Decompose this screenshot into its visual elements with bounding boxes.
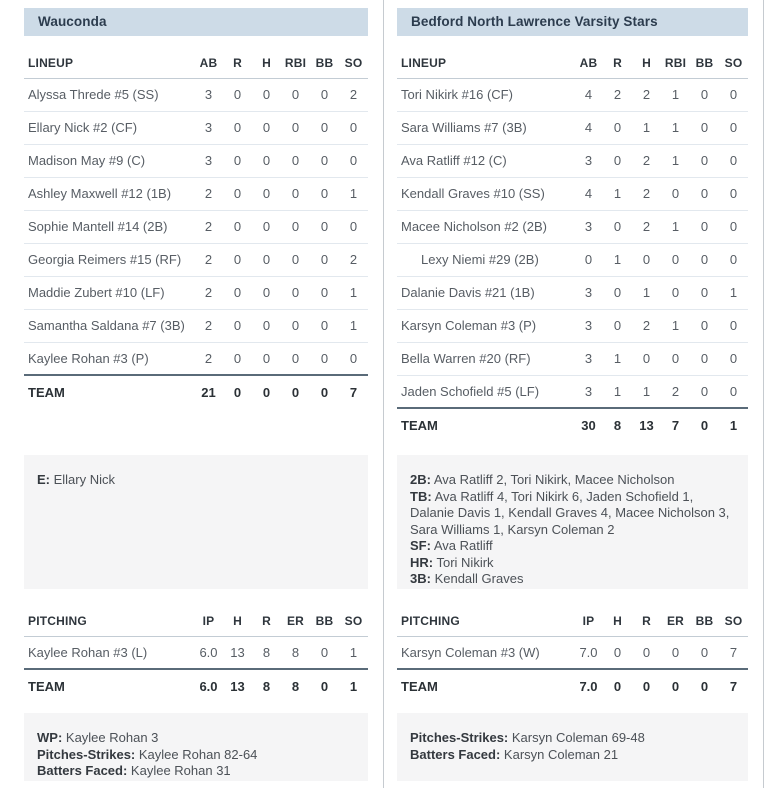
stat-value: 0 — [603, 276, 632, 309]
stat-value: 2 — [194, 243, 223, 276]
player-name: Lexy Niemi #29 (2B) — [397, 243, 574, 276]
stat-value: 13 — [230, 644, 245, 660]
team-total-value: 21 — [194, 375, 223, 408]
stat-column-header: H — [223, 606, 252, 636]
stat-column-header: H — [252, 48, 281, 78]
stat-value: 0 — [339, 210, 368, 243]
stat-column-header: BB — [310, 606, 339, 636]
stat-column-header: R — [223, 48, 252, 78]
player-row — [24, 177, 368, 210]
stat-value: 1 — [613, 383, 622, 399]
player-row — [24, 243, 368, 276]
team-total-row — [24, 669, 368, 702]
pitching-table-header — [24, 606, 368, 636]
team-total-row — [24, 375, 368, 408]
pitching-table-total — [397, 669, 748, 702]
stat-value: 2 — [194, 309, 223, 342]
stat-value: 2 — [339, 243, 368, 276]
pitching-table — [397, 606, 748, 702]
lineup-table-header — [24, 48, 368, 78]
player-row — [397, 78, 748, 111]
stat-value: 1 — [349, 644, 358, 660]
stat-value: 0 — [223, 177, 252, 210]
stat-value: 4 — [574, 177, 603, 210]
lineup-table-header — [397, 48, 748, 78]
stat-value: 0 — [603, 144, 632, 177]
stat-value: 0 — [719, 78, 748, 111]
stat-value: 7 — [729, 644, 738, 660]
stat-value: 0 — [223, 276, 252, 309]
stat-value: 0 — [719, 210, 748, 243]
team-total-row — [397, 408, 748, 441]
player-name: Bella Warren #20 (RF) — [397, 342, 574, 375]
player-row — [397, 111, 748, 144]
stat-column-header: ER — [281, 606, 310, 636]
player-row — [24, 636, 368, 669]
pitching-table — [24, 606, 368, 702]
stat-value: 0 — [223, 309, 252, 342]
header-row — [397, 606, 748, 636]
stat-value: 0 — [603, 111, 632, 144]
player-name: Georgia Reimers #15 (RF) — [24, 243, 194, 276]
name-column-header: LINEUP — [397, 48, 574, 78]
stat-column-header: BB — [690, 48, 719, 78]
stat-value: 3 — [194, 111, 223, 144]
stat-value: 1 — [642, 383, 651, 399]
team-total-value: 7 — [719, 669, 748, 702]
stat-value: 2 — [603, 78, 632, 111]
stat-value: 0 — [281, 111, 310, 144]
stat-value: 0 — [310, 78, 339, 111]
stat-value: 2 — [194, 177, 223, 210]
player-name: Karsyn Coleman #3 (P) — [397, 309, 574, 342]
stat-value: 0 — [223, 78, 252, 111]
note-line: Pitches-Strikes: Kaylee Rohan 82-64 — [37, 746, 258, 762]
stat-value: 6.0 — [199, 644, 218, 660]
note-label: Batters Faced: — [37, 763, 128, 778]
note-label: 3B: — [410, 571, 431, 586]
stat-column-header: IP — [574, 606, 603, 636]
stat-column-header: BB — [310, 48, 339, 78]
stat-value: 1 — [339, 276, 368, 309]
stat-value: 0 — [632, 342, 661, 375]
stat-column-header: AB — [194, 48, 223, 78]
stat-value: 3 — [584, 383, 593, 399]
stat-value: 1 — [603, 243, 632, 276]
stat-value: 2 — [194, 210, 223, 243]
team-total-value: 8 — [281, 669, 310, 702]
player-name: Sara Williams #7 (3B) — [397, 111, 574, 144]
player-row — [397, 309, 748, 342]
team-total-value: 7 — [661, 408, 690, 441]
team-total-label: TEAM — [24, 669, 194, 702]
team-total-value: 0 — [632, 669, 661, 702]
stat-value: 3 — [574, 342, 603, 375]
stat-value: 1 — [661, 111, 690, 144]
stat-value: 0 — [281, 177, 310, 210]
pitching-notes-box — [24, 713, 368, 781]
name-column-header: LINEUP — [24, 48, 194, 78]
lineup-table-body — [397, 78, 748, 408]
stat-value: 0 — [310, 309, 339, 342]
team-total-value: 0 — [690, 669, 719, 702]
team-total-value: 0 — [661, 669, 690, 702]
team-total-value: 1 — [719, 408, 748, 441]
team-total-value: 0 — [281, 375, 310, 408]
player-row — [24, 342, 368, 375]
team-total-value: 0 — [690, 408, 719, 441]
stat-value: 0 — [661, 243, 690, 276]
stat-value: 1 — [661, 144, 690, 177]
player-row — [397, 276, 748, 309]
team-total-row — [397, 669, 748, 702]
page-right-divider — [763, 0, 764, 788]
stat-value: 0 — [690, 144, 719, 177]
stat-value: 2 — [632, 309, 661, 342]
stat-value: 1 — [603, 342, 632, 375]
stat-value: 0 — [632, 243, 661, 276]
lineup-table-body — [24, 78, 368, 375]
lineup-table — [24, 48, 368, 408]
stat-column-header: H — [603, 606, 632, 636]
name-column-header: PITCHING — [24, 606, 194, 636]
stat-value: 0 — [729, 383, 738, 399]
note-line: SF: Ava Ratliff — [410, 538, 493, 553]
stat-value: 1 — [339, 177, 368, 210]
team-total-label: TEAM — [397, 408, 574, 441]
stat-value: 0 — [281, 243, 310, 276]
player-row — [24, 210, 368, 243]
stat-value: 0 — [719, 243, 748, 276]
team-total-value: 8 — [252, 669, 281, 702]
team-total-value: 0 — [252, 375, 281, 408]
stat-column-header: R — [252, 606, 281, 636]
stat-value: 0 — [339, 111, 368, 144]
stat-value: 0 — [310, 276, 339, 309]
stat-value: 0 — [252, 78, 281, 111]
player-name: Macee Nicholson #2 (2B) — [397, 210, 574, 243]
stat-value: 3 — [574, 210, 603, 243]
stat-value: 2 — [671, 383, 680, 399]
stat-value: 0 — [281, 210, 310, 243]
player-row — [24, 78, 368, 111]
stat-column-header: SO — [719, 48, 748, 78]
player-name: Ava Ratliff #12 (C) — [397, 144, 574, 177]
stat-column-header: AB — [574, 48, 603, 78]
player-row — [397, 636, 748, 669]
stat-value: 0 — [252, 309, 281, 342]
stat-value: 1 — [603, 177, 632, 210]
player-row — [24, 144, 368, 177]
stat-value: 1 — [661, 78, 690, 111]
stat-value: 0 — [719, 144, 748, 177]
stat-value: 2 — [632, 144, 661, 177]
team-total-value: 0 — [603, 669, 632, 702]
stat-value: 0 — [690, 111, 719, 144]
note-line: E: Ellary Nick — [37, 472, 116, 487]
stat-column-header: SO — [719, 606, 748, 636]
stat-value: 0 — [252, 111, 281, 144]
stat-value: 0 — [310, 111, 339, 144]
player-name: Maddie Zubert #10 (LF) — [24, 276, 194, 309]
team-name: Wauconda — [38, 14, 107, 29]
stat-value: 0 — [671, 644, 680, 660]
pitching-table-total — [24, 669, 368, 702]
player-row — [397, 144, 748, 177]
stat-column-header: IP — [194, 606, 223, 636]
note-line: WP: Kaylee Rohan 3 — [37, 730, 159, 745]
stat-value: 0 — [690, 309, 719, 342]
stat-value: 0 — [690, 342, 719, 375]
stat-value: 3 — [574, 309, 603, 342]
team-total-value: 30 — [574, 408, 603, 441]
player-name: Kaylee Rohan #3 (P) — [28, 350, 149, 366]
team-total-value: 13 — [223, 669, 252, 702]
team-total-value: 7.0 — [574, 669, 603, 702]
stat-value: 0 — [719, 342, 748, 375]
player-name: Kaylee Rohan #3 (L) — [28, 644, 148, 660]
team-name: Bedford North Lawrence Varsity Stars — [411, 14, 658, 29]
stat-value: 1 — [339, 309, 368, 342]
player-row — [397, 177, 748, 210]
player-name: Ellary Nick #2 (CF) — [24, 111, 194, 144]
stat-value: 2 — [632, 78, 661, 111]
note-line: Pitches-Strikes: Karsyn Coleman 69-48 — [410, 730, 645, 745]
stat-value: 0 — [233, 350, 242, 366]
stat-value: 0 — [252, 276, 281, 309]
stat-value: 0 — [310, 210, 339, 243]
player-name: Karsyn Coleman #3 (W) — [401, 644, 540, 660]
stat-value: 0 — [320, 644, 329, 660]
stat-value: 1 — [632, 111, 661, 144]
stat-value: 2 — [632, 210, 661, 243]
team-header-bar — [397, 8, 748, 36]
stat-column-header: RBI — [281, 48, 310, 78]
stat-value: 0 — [690, 210, 719, 243]
note-line: Batters Faced: Karsyn Coleman 21 — [410, 746, 619, 762]
stat-value: 1 — [719, 276, 748, 309]
stat-value: 0 — [690, 78, 719, 111]
stat-value: 1 — [661, 210, 690, 243]
batting-notes-box — [397, 455, 748, 589]
player-row — [397, 342, 748, 375]
stat-value: 0 — [223, 210, 252, 243]
player-name: Alyssa Threde #5 (SS) — [24, 78, 194, 111]
stat-value: 3 — [574, 144, 603, 177]
stat-value: 8 — [262, 644, 271, 660]
stat-column-header: BB — [690, 606, 719, 636]
player-name: Jaden Schofield #5 (LF) — [401, 383, 540, 399]
note-line: 2B: Ava Ratliff 2, Tori Nikirk, Macee Nicholson — [410, 472, 675, 487]
stat-value: 4 — [574, 78, 603, 111]
player-row — [24, 276, 368, 309]
team-total-value: 7 — [339, 375, 368, 408]
lineup-table-total — [24, 375, 368, 408]
stat-column-header: SO — [339, 48, 368, 78]
note-label: TB: — [410, 488, 432, 504]
stat-value: 3 — [574, 276, 603, 309]
stat-value: 0 — [603, 210, 632, 243]
note-label: Pitches-Strikes: — [410, 730, 509, 745]
player-row — [397, 243, 748, 276]
team-column-home — [384, 0, 763, 788]
stat-value: 0 — [661, 342, 690, 375]
team-total-value: 13 — [632, 408, 661, 441]
player-row — [24, 309, 368, 342]
lineup-table-total — [397, 408, 748, 441]
stat-value: 0 — [281, 144, 310, 177]
stat-value: 0 — [719, 309, 748, 342]
stat-value: 0 — [700, 383, 709, 399]
note-label: SF: — [410, 538, 431, 553]
stat-value: 0 — [223, 111, 252, 144]
stat-value: 0 — [252, 243, 281, 276]
team-total-value: 1 — [339, 669, 368, 702]
batting-notes-box — [24, 455, 368, 589]
player-row — [397, 375, 748, 408]
stat-value: 0 — [690, 276, 719, 309]
stat-value: 0 — [281, 78, 310, 111]
pitching-table-body — [24, 636, 368, 669]
player-name: Samantha Saldana #7 (3B) — [24, 309, 194, 342]
team-column-away — [0, 0, 383, 788]
stat-value: 0 — [320, 350, 329, 366]
stat-value: 0 — [574, 243, 603, 276]
stat-value: 0 — [690, 177, 719, 210]
stat-value: 0 — [252, 177, 281, 210]
note-label: Batters Faced: — [410, 746, 501, 762]
note-label: 2B: — [410, 472, 431, 487]
header-row — [24, 606, 368, 636]
team-total-label: TEAM — [397, 669, 574, 702]
stat-value: 2 — [632, 177, 661, 210]
player-name: Dalanie Davis #21 (1B) — [397, 276, 574, 309]
stat-value: 0 — [349, 350, 358, 366]
stat-value: 0 — [262, 350, 271, 366]
note-line: HR: Tori Nikirk — [410, 554, 494, 570]
header-row — [397, 48, 748, 78]
stat-value: 1 — [661, 309, 690, 342]
team-total-label: TEAM — [24, 375, 194, 408]
stat-value: 4 — [574, 111, 603, 144]
stat-value: 0 — [310, 144, 339, 177]
stat-value: 0 — [281, 309, 310, 342]
note-label: E: — [37, 472, 50, 487]
team-total-value: 0 — [310, 669, 339, 702]
stat-value: 2 — [204, 350, 213, 366]
team-header-bar — [24, 8, 368, 36]
note-line: TB: Ava Ratliff 4, Tori Nikirk 6, Jaden Schofield 1, Dalanie Davis 1, Kendall Graves 4, Macee Nicholson 3, Sara Williams 1, Karsyn Coleman 2 — [410, 488, 730, 537]
player-row — [397, 210, 748, 243]
player-name: Tori Nikirk #16 (CF) — [397, 78, 574, 111]
stat-value: 0 — [223, 144, 252, 177]
stat-column-header: R — [632, 606, 661, 636]
pitching-notes-box — [397, 713, 748, 781]
stat-value: 0 — [603, 309, 632, 342]
stat-value: 0 — [310, 243, 339, 276]
stat-column-header: RBI — [661, 48, 690, 78]
stat-value: 0 — [310, 177, 339, 210]
lineup-table — [397, 48, 748, 441]
player-name: Kendall Graves #10 (SS) — [397, 177, 574, 210]
stat-value: 0 — [252, 144, 281, 177]
stat-value: 0 — [700, 644, 709, 660]
player-name: Madison May #9 (C) — [24, 144, 194, 177]
stat-value: 0 — [719, 111, 748, 144]
player-row — [24, 111, 368, 144]
player-name: Ashley Maxwell #12 (1B) — [24, 177, 194, 210]
stat-value: 2 — [194, 276, 223, 309]
note-line: Batters Faced: Kaylee Rohan 31 — [37, 763, 231, 778]
name-column-header: PITCHING — [397, 606, 574, 636]
stat-column-header: SO — [339, 606, 368, 636]
stat-value: 7.0 — [579, 644, 598, 660]
stat-value: 0 — [719, 177, 748, 210]
team-total-value: 6.0 — [194, 669, 223, 702]
stat-column-header: ER — [661, 606, 690, 636]
team-total-value: 8 — [603, 408, 632, 441]
team-total-value: 0 — [223, 375, 252, 408]
stat-value: 0 — [642, 644, 651, 660]
stat-value: 0 — [661, 276, 690, 309]
stat-value: 0 — [281, 276, 310, 309]
stat-value: 3 — [194, 144, 223, 177]
stat-value: 0 — [339, 144, 368, 177]
pitching-table-header — [397, 606, 748, 636]
header-row — [24, 48, 368, 78]
stat-column-header: H — [632, 48, 661, 78]
stat-value: 0 — [690, 243, 719, 276]
stat-value: 3 — [194, 78, 223, 111]
stat-value: 2 — [339, 78, 368, 111]
pitching-table-body — [397, 636, 748, 669]
stat-value: 8 — [291, 644, 300, 660]
note-label: WP: — [37, 730, 63, 745]
team-total-value: 0 — [310, 375, 339, 408]
note-line: 3B: Kendall Graves — [410, 571, 524, 586]
stat-value: 0 — [613, 644, 622, 660]
stat-value: 0 — [252, 210, 281, 243]
note-label: Pitches-Strikes: — [37, 746, 136, 762]
stat-column-header: R — [603, 48, 632, 78]
stat-value: 0 — [223, 243, 252, 276]
stat-value: 1 — [632, 276, 661, 309]
stat-value: 0 — [291, 350, 300, 366]
player-name: Sophie Mantell #14 (2B) — [24, 210, 194, 243]
stat-value: 0 — [661, 177, 690, 210]
note-label: HR: — [410, 554, 434, 570]
